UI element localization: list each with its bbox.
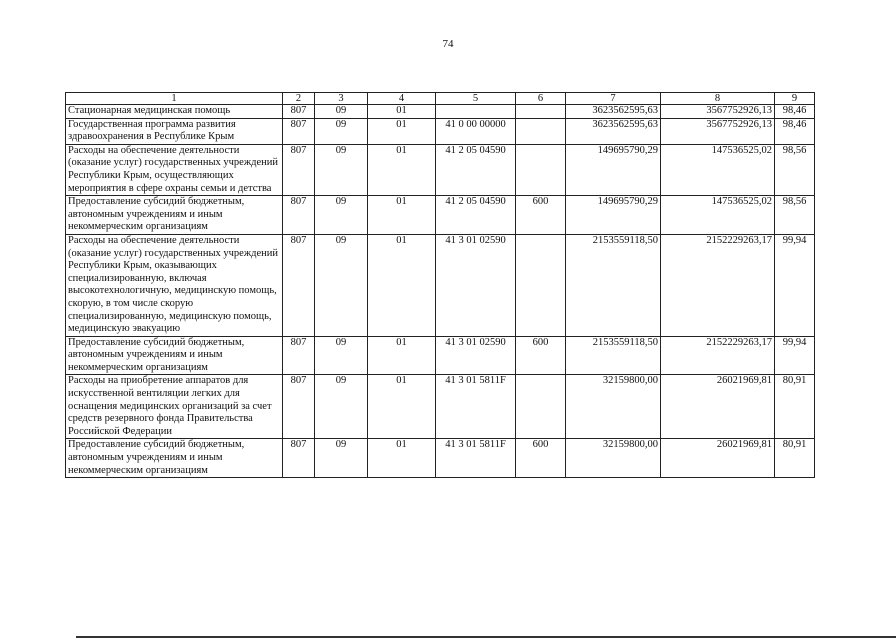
planned-amount: 2153559118,50	[566, 336, 661, 375]
expense-type-code: 600	[516, 439, 566, 478]
row-name: Предоставление субсидий бюджетным, автономным учреждениям и иным некоммерческим организациям	[66, 196, 283, 235]
execution-percent: 98,46	[775, 105, 815, 119]
subsection-code: 01	[368, 439, 436, 478]
header-cell: 1	[66, 93, 283, 105]
header-cell: 6	[516, 93, 566, 105]
header-row	[66, 93, 815, 105]
section-code: 09	[315, 375, 368, 439]
target-item-code: 41 3 01 5811F	[436, 439, 516, 478]
row-name: Расходы на обеспечение деятельности (оказание услуг) государственных учреждений Республики Крым, осуществляющих мероприятия в сфере охраны семьи и детства	[66, 144, 283, 195]
ministry-code: 807	[283, 439, 315, 478]
executed-amount: 147536525,02	[661, 196, 775, 235]
target-item-code: 41 3 01 02590	[436, 336, 516, 375]
target-item-code: 41 3 01 02590	[436, 234, 516, 336]
target-item-code	[436, 105, 516, 119]
ministry-code: 807	[283, 144, 315, 195]
executed-amount: 2152229263,17	[661, 234, 775, 336]
expense-type-code	[516, 375, 566, 439]
planned-amount: 32159800,00	[566, 375, 661, 439]
table-row	[66, 234, 815, 336]
row-name: Предоставление субсидий бюджетным, автономным учреждениям и иным некоммерческим организациям	[66, 439, 283, 478]
ministry-code: 807	[283, 234, 315, 336]
planned-amount: 2153559118,50	[566, 234, 661, 336]
header-cell: 2	[283, 93, 315, 105]
executed-amount: 2152229263,17	[661, 336, 775, 375]
ministry-code: 807	[283, 118, 315, 144]
page-number: 74	[442, 38, 454, 50]
row-name: Предоставление субсидий бюджетным, автономным учреждениям и иным некоммерческим организациям	[66, 336, 283, 375]
table-row	[66, 144, 815, 195]
execution-percent: 98,56	[775, 196, 815, 235]
planned-amount: 3623562595,63	[566, 105, 661, 119]
section-code: 09	[315, 118, 368, 144]
execution-percent: 80,91	[775, 439, 815, 478]
target-item-code: 41 3 01 5811F	[436, 375, 516, 439]
header-cell: 8	[661, 93, 775, 105]
executed-amount: 3567752926,13	[661, 118, 775, 144]
target-item-code: 41 2 05 04590	[436, 144, 516, 195]
subsection-code: 01	[368, 375, 436, 439]
execution-percent: 80,91	[775, 375, 815, 439]
table-row	[66, 196, 815, 235]
header-cell: 4	[368, 93, 436, 105]
header-cell: 5	[436, 93, 516, 105]
ministry-code: 807	[283, 375, 315, 439]
bottom-divider	[76, 636, 896, 638]
expense-type-code: 600	[516, 196, 566, 235]
section-code: 09	[315, 234, 368, 336]
execution-percent: 98,46	[775, 118, 815, 144]
expense-type-code	[516, 144, 566, 195]
ministry-code: 807	[283, 105, 315, 119]
target-item-code: 41 0 00 00000	[436, 118, 516, 144]
expense-type-code	[516, 105, 566, 119]
target-item-code: 41 2 05 04590	[436, 196, 516, 235]
executed-amount: 26021969,81	[661, 375, 775, 439]
executed-amount: 147536525,02	[661, 144, 775, 195]
planned-amount: 3623562595,63	[566, 118, 661, 144]
subsection-code: 01	[368, 144, 436, 195]
expense-type-code	[516, 118, 566, 144]
execution-percent: 99,94	[775, 234, 815, 336]
table-row	[66, 105, 815, 119]
section-code: 09	[315, 144, 368, 195]
header-cell: 9	[775, 93, 815, 105]
section-code: 09	[315, 336, 368, 375]
row-name: Расходы на обеспечение деятельности (оказание услуг) государственных учреждений Республики Крым, оказывающих специализированную, включая высокотехнологичную, медицинскую помощь, скорую, в том числе скорую специализированную, медицинскую помощь, медицинскую эвакуацию	[66, 234, 283, 336]
subsection-code: 01	[368, 105, 436, 119]
subsection-code: 01	[368, 196, 436, 235]
budget-table	[65, 92, 815, 478]
section-code: 09	[315, 105, 368, 119]
ministry-code: 807	[283, 196, 315, 235]
planned-amount: 32159800,00	[566, 439, 661, 478]
header-cell: 3	[315, 93, 368, 105]
row-name: Государственная программа развития здравоохранения в Республике Крым	[66, 118, 283, 144]
table-row	[66, 118, 815, 144]
table-row	[66, 336, 815, 375]
planned-amount: 149695790,29	[566, 196, 661, 235]
expense-type-code: 600	[516, 336, 566, 375]
planned-amount: 149695790,29	[566, 144, 661, 195]
executed-amount: 3567752926,13	[661, 105, 775, 119]
section-code: 09	[315, 439, 368, 478]
row-name: Расходы на приобретение аппаратов для искусственной вентиляции легких для оснащения медицинских организаций за счет средств резервного фонда Правительства Российской Федерации	[66, 375, 283, 439]
expense-type-code	[516, 234, 566, 336]
ministry-code: 807	[283, 336, 315, 375]
row-name: Стационарная медицинская помощь	[66, 105, 283, 119]
execution-percent: 98,56	[775, 144, 815, 195]
table-row	[66, 439, 815, 478]
header-cell: 7	[566, 93, 661, 105]
subsection-code: 01	[368, 336, 436, 375]
executed-amount: 26021969,81	[661, 439, 775, 478]
execution-percent: 99,94	[775, 336, 815, 375]
section-code: 09	[315, 196, 368, 235]
table-row	[66, 375, 815, 439]
subsection-code: 01	[368, 234, 436, 336]
subsection-code: 01	[368, 118, 436, 144]
